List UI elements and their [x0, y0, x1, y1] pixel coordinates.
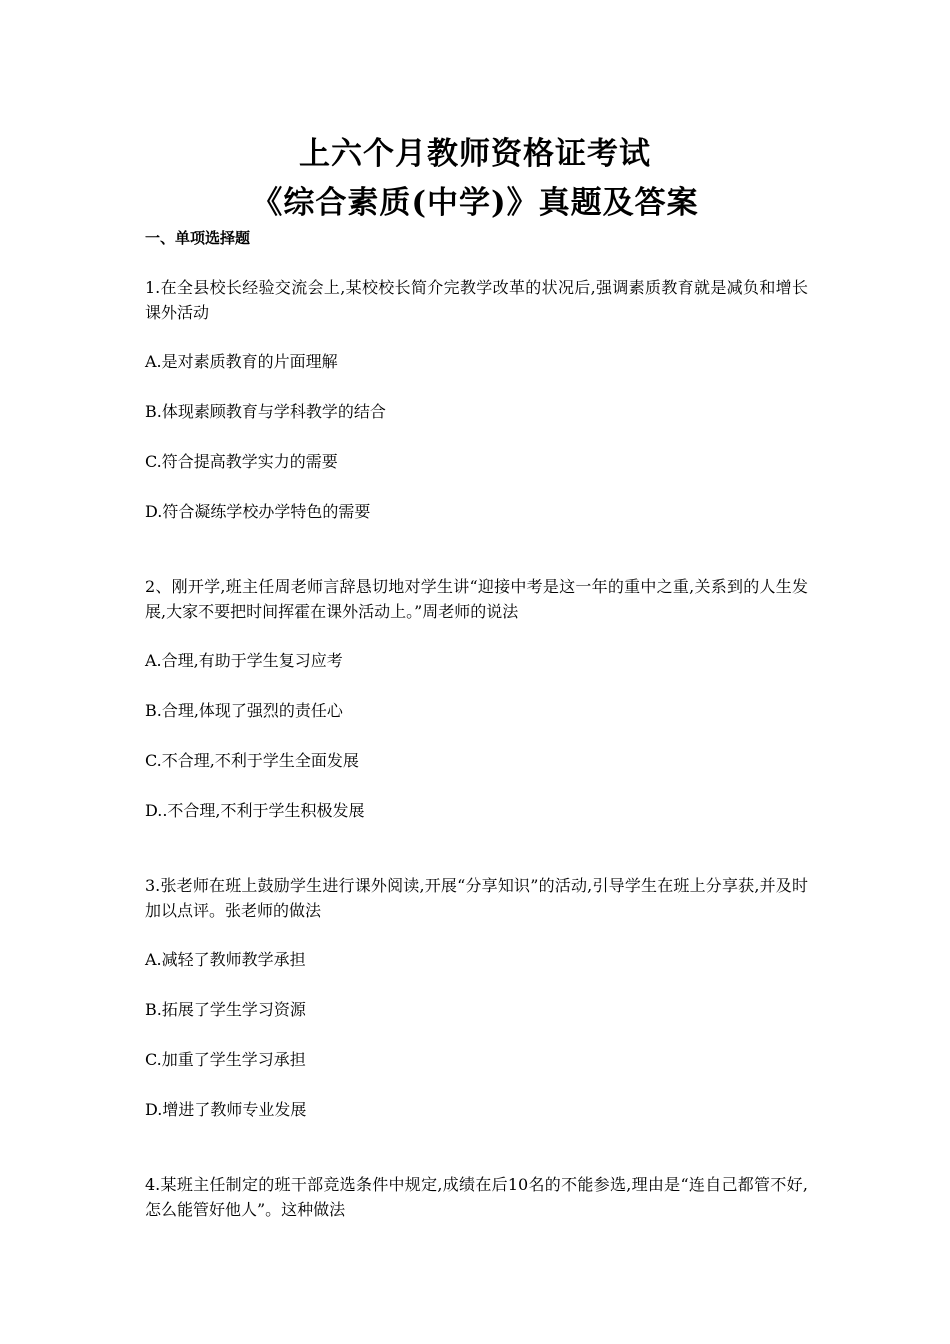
question-2-option-b: B.合理,体现了强烈的责任心	[145, 701, 343, 720]
question-1-option-d: D.符合凝练学校办学特色的需要	[145, 502, 371, 521]
question-1-stem: 1.在全县校长经验交流会上,某校校长简介完教学改革的状况后,强调素质教育就是减负和增长课外活动	[145, 278, 808, 322]
question-3-option-a: A.减轻了教师教学承担	[145, 950, 306, 969]
section-heading: 一、单项选择题	[145, 229, 251, 247]
question-2-option-d: D..不合理,不利于学生积极发展	[145, 801, 365, 820]
question-1-option-a: A.是对素质教育的片面理解	[145, 352, 338, 371]
question-3-stem: 3.张老师在班上鼓励学生进行课外阅读,开展“分享知识”的活动,引导学生在班上分享获,并及时加以点评。张老师的做法	[145, 876, 808, 920]
question-2-stem: 2、刚开学,班主任周老师言辞恳切地对学生讲“迎接中考是这一年的重中之重,关系到的人生发展,大家不要把时间挥霍在课外活动上。”周老师的说法	[145, 577, 808, 621]
question-1-option-b: B.体现素顾教育与学科教学的结合	[145, 402, 386, 421]
question-2-option-a: A.合理,有助于学生复习应考	[145, 651, 343, 670]
question-4-stem: 4.某班主任制定的班干部竞选条件中规定,成绩在后10名的不能参选,理由是“连自己都管不好,怎么能管好他人”。这种做法	[145, 1175, 808, 1219]
document-title-line2: 《综合素质(中学)》真题及答案	[251, 185, 699, 221]
question-3-option-b: B.拓展了学生学习资源	[145, 1000, 306, 1019]
question-3-option-d: D.增进了教师专业发展	[145, 1100, 307, 1119]
question-1-option-c: C.符合提高教学实力的需要	[145, 452, 338, 471]
question-2-option-c: C.不合理,不利于学生全面发展	[145, 751, 359, 770]
document-title-line1: 上六个月教师资格证考试	[299, 136, 651, 172]
question-3-option-c: C.加重了学生学习承担	[145, 1050, 306, 1069]
